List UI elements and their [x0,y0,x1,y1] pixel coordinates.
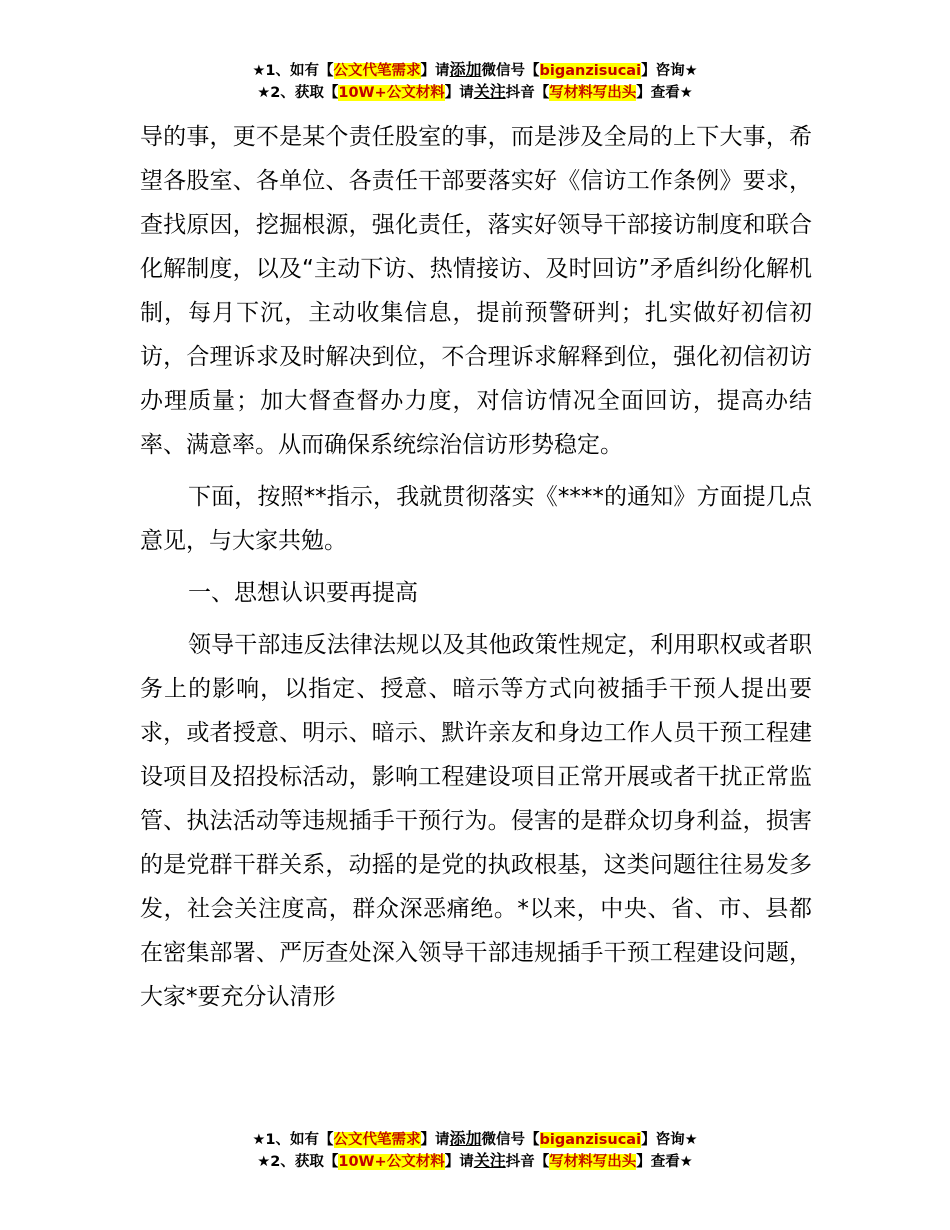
paragraph: 导的事，更不是某个责任股室的事，而是涉及全局的上下大事，希望各股室、各单位、各责任干部要落实好《信访工作条例》要求，查找原因，挖掘根源，强化责任，落实好领导干部接访制度和联合化解制度，以及“主动下访、热情接访、及时回访”矛盾纠纷化解机制，每月下沉，主动收集信息，提前预警研判；扎实做好初信初访，合理诉求及时解决到位，不合理诉求解释到位，强化初信初访办理质量；加大督查督办力度，对信访情况全面回访，提高办结率、满意率。从而确保系统综治信访形势稳定。 [140,124,812,458]
underlined-text: 添加 [449,60,482,79]
highlight-service: 公文代笔需求 [333,1132,421,1148]
highlight-materials: 10W+公文材料 [338,85,445,101]
underlined-text: 关注 [473,82,506,101]
highlight-wechat-id: biganzisucai [539,1132,642,1148]
banner-text: 】请 [420,63,450,79]
banner-text: ★1、如有【 [252,1132,334,1148]
paragraph: 领导干部违反法律法规以及其他政策性规定，利用职权或者职务上的影响，以指定、授意、暗示等方式向被插手干预人提出要求，或者授意、明示、暗示、默许亲友和身边工作人员干预工程建设项目及招投标活动，影响工程建设项目正常开展或者干扰正常监管、执法活动等违规插手干预行为。侵害的是群众切身利益，损害的是党群干群关系，动摇的是党的执政根基，这类问题往往易发多发，社会关注度高，群众深恶痛绝。*以来，中央、省、市、县都在密集部署、严厉查处深入领导干部违规插手干预工程建设问题，大家*要充分认清形 [140,632,812,1010]
underlined-text: 添加 [449,1129,482,1148]
banner-text: 抖音【 [505,1154,550,1170]
banner-text: 微信号【 [481,63,540,79]
highlight-materials: 10W+公文材料 [338,1154,445,1170]
header-banner [0,59,950,103]
banner-text: 】咨询★ [641,63,698,79]
highlight-service: 公文代笔需求 [333,63,421,79]
banner-text: 】请 [444,1154,474,1170]
banner-text: 】请 [444,85,474,101]
banner-text: ★2、获取【 [257,85,339,101]
highlight-wechat-id: biganzisucai [539,63,642,79]
banner-text: 抖音【 [505,85,550,101]
banner-text: 】请 [420,1132,450,1148]
highlight-douyin: 写材料写出头 [549,85,637,101]
document-body [140,115,812,1019]
banner-text: ★2、获取【 [257,1154,339,1170]
banner-text: 微信号【 [481,1132,540,1148]
paragraph: 下面，按照**指示，我就贯彻落实《****的通知》方面提几点意见，与大家共勉。 [140,484,812,554]
banner-line-1 [0,1128,950,1150]
highlight-douyin: 写材料写出头 [549,1154,637,1170]
banner-text: 】查看★ [636,1154,693,1170]
section-heading: 一、思想认识要再提高 [188,580,418,606]
banner-text: 】查看★ [636,85,693,101]
underlined-text: 关注 [473,1151,506,1170]
banner-line-2 [0,1150,950,1172]
banner-text: 】咨询★ [641,1132,698,1148]
banner-line-2 [0,81,950,103]
footer-banner [0,1128,950,1172]
banner-line-1 [0,59,950,81]
banner-text: ★1、如有【 [252,63,334,79]
